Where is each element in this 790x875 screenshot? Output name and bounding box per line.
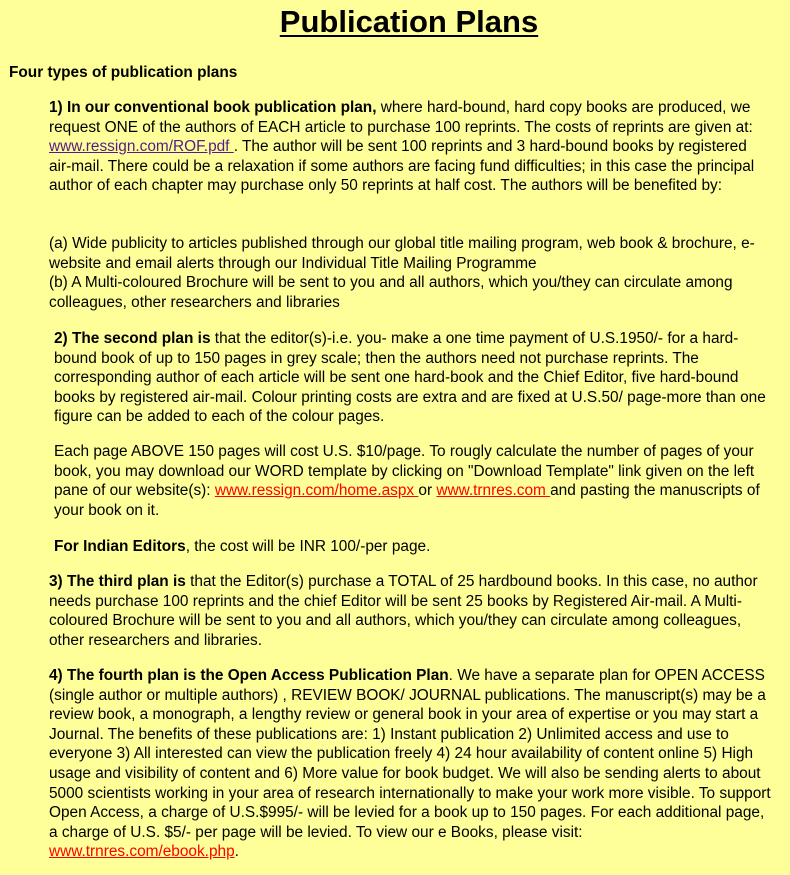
plan-1-text-b: . The author will be sent 100 reprints and 3 hard-bound books by registered air-mail. There could be a relaxation if some authors are facing fund difficulties; in this case the principal author of each chapter may purchase only 50 reprints at half cost. The authors will be benefited by: — [49, 138, 755, 195]
ressign-home-link[interactable]: www.ressign.com/home.aspx — [214, 482, 419, 500]
plan-1-paragraph — [49, 98, 771, 196]
plan-2-lead: 2) The second plan is — [54, 330, 211, 347]
plan-2-extra-b: and pasting the manuscripts of your book on it. — [54, 482, 760, 519]
plan-3-lead: 3) The third plan is — [49, 573, 186, 590]
plan-2-or: or — [418, 482, 437, 500]
section-subheading: Four types of publication plans — [9, 64, 238, 81]
benefit-b: (b) A Multi-coloured Brochure will be sent to you and all authors, which you/they can circulate among colleagues, other researchers and libraries — [49, 274, 733, 311]
plan-2-extra-pages — [54, 442, 770, 520]
plan-4-paragraph — [49, 666, 771, 862]
plan-1-lead: 1) In our conventional book publication plan, — [49, 99, 377, 116]
plan-3-paragraph — [49, 572, 771, 650]
plan-4-text: . We have a separate plan for OPEN ACCESS (single author or multiple authors) , REVIEW BOOK/ JOURNAL publications. The manuscript(s) may be a review book, a monograph, a lengthy review or general book in your area of expertise or you may start a Journal. The benefits of these publications are: 1) Instant publication 2) Unlimited access and use to everyone 3) All interested can view the publication freely 4) 24 hour availability of content online 5) High usage and visibility of content and 6) More value for book budget. We will also be sending alerts to about 5000 scientists working in your area of research internationally to make your work more visible. To support Open Access, a charge of U.S.$995/- will be levied for a book up to 150 pages. For each additional page, a charge of U.S. $5/- per page will be levied. To view our e Books, please visit: — [49, 667, 771, 841]
plan-4-lead: 4) The fourth plan is the Open Access Publication Plan — [49, 667, 449, 684]
plan-2-paragraph — [54, 329, 770, 427]
indian-editors-note — [54, 537, 770, 557]
ebook-link[interactable]: www.trnres.com/ebook.php — [49, 843, 235, 861]
indian-editors-lead: For Indian Editors — [54, 538, 186, 555]
reprint-costs-link[interactable]: www.ressign.com/ROF.pdf — [49, 138, 234, 156]
plan-4-end: . — [234, 843, 239, 861]
plan-3-text: that the Editor(s) purchase a TOTAL of 25 hardbound books. In this case, no author needs purchase 100 reprints and the chief Editor will be sent 25 books by Registered Air-mail. A Multi-coloured Brochure will be sent to you and all authors, which you/they can circulate among colleagues, other researchers and libraries. — [49, 573, 758, 649]
benefit-a: (a) Wide publicity to articles published through our global title mailing program, web book & brochure, e-website and email alerts through our Individual Title Mailing Programme — [49, 235, 755, 272]
trnres-link[interactable]: www.trnres.com — [436, 482, 551, 500]
plan-1-text-a: where hard-bound, hard copy books are produced, we request ONE of the authors of EACH article to purchase 100 reprints. The costs of reprints are given at: — [49, 99, 753, 136]
page-title: Publication Plans — [279, 4, 539, 39]
indian-editors-text: , the cost will be INR 100/-per page. — [185, 538, 431, 555]
plan-1-benefits — [49, 234, 771, 312]
plan-2-text: that the editor(s)-i.e. you- make a one time payment of U.S.1950/- for a hard-bound book of up to 150 pages in grey scale; then the authors need not purchase reprints. The corresponding author of each article will be sent one hard-book and the Chief Editor, five hard-bound books by registered air-mail. Colour printing costs are extra and are fixed at U.S.50/ page-more than one figure can be added to each of the colour pages. — [54, 330, 766, 426]
plan-2-extra-a: Each page ABOVE 150 pages will cost U.S. $10/page. To rougly calculate the number of pages of your book, you may download our WORD template by clicking on "Download Template" link given on the left pane of our website(s): — [54, 443, 755, 500]
